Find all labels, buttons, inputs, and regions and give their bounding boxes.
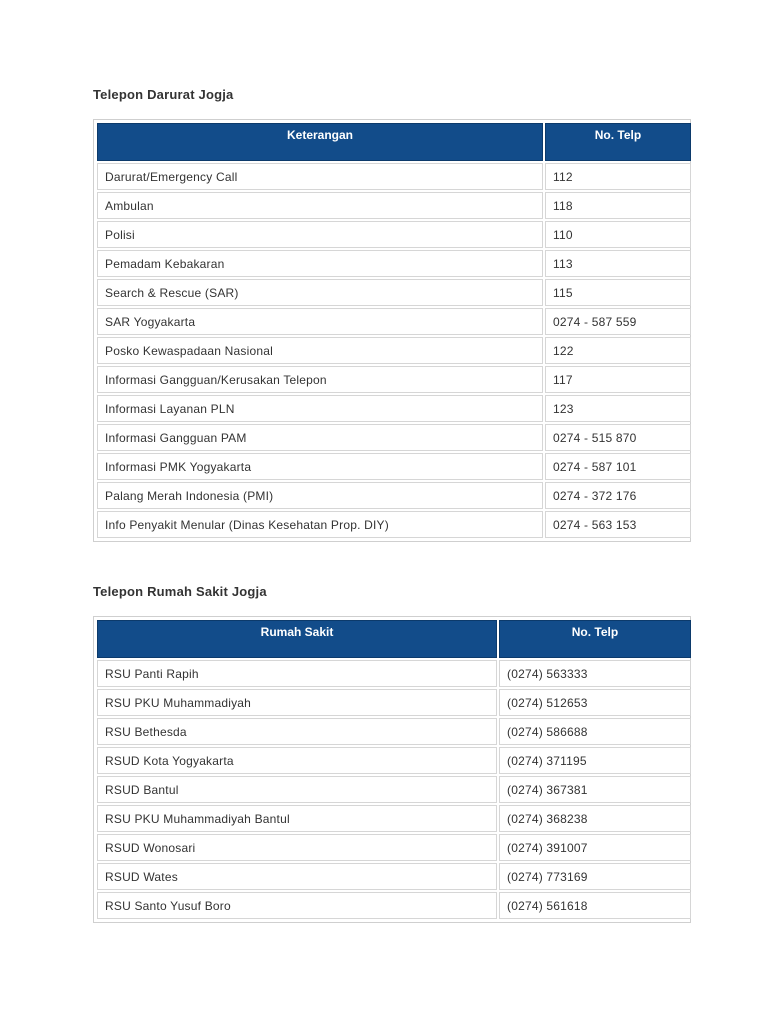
cell-name: RSU PKU Muhammadiyah: [97, 689, 497, 716]
cell-phone: 0274 - 563 153: [545, 511, 691, 538]
cell-phone: 110: [545, 221, 691, 248]
table-row: [97, 511, 691, 538]
column-header-rumah-sakit: Rumah Sakit: [97, 620, 497, 658]
cell-name: Ambulan: [97, 192, 543, 219]
table-row: [97, 747, 691, 774]
cell-phone: 113: [545, 250, 691, 277]
section-title-emergency: Telepon Darurat Jogja: [93, 87, 234, 102]
table-row: [97, 776, 691, 803]
cell-phone: (0274) 563333: [499, 660, 691, 687]
cell-name: Informasi Gangguan PAM: [97, 424, 543, 451]
cell-phone: 112: [545, 163, 691, 190]
table-row: [97, 279, 691, 306]
cell-phone: 123: [545, 395, 691, 422]
table-row: [97, 337, 691, 364]
cell-name: RSUD Bantul: [97, 776, 497, 803]
column-header-no-telp: No. Telp: [499, 620, 691, 658]
cell-phone: 118: [545, 192, 691, 219]
table-row: [97, 308, 691, 335]
table-row: [97, 250, 691, 277]
table-row: [97, 424, 691, 451]
table-row: [97, 221, 691, 248]
cell-phone: (0274) 371195: [499, 747, 691, 774]
cell-phone: (0274) 561618: [499, 892, 691, 919]
table-header-row: [97, 123, 691, 161]
cell-name: Informasi Layanan PLN: [97, 395, 543, 422]
table-row: [97, 395, 691, 422]
table-row: [97, 453, 691, 480]
cell-name: RSUD Kota Yogyakarta: [97, 747, 497, 774]
cell-phone: 115: [545, 279, 691, 306]
cell-phone: 0274 - 372 176: [545, 482, 691, 509]
table-row: [97, 482, 691, 509]
cell-name: Search & Rescue (SAR): [97, 279, 543, 306]
cell-phone: (0274) 773169: [499, 863, 691, 890]
cell-phone: (0274) 368238: [499, 805, 691, 832]
cell-phone: (0274) 586688: [499, 718, 691, 745]
cell-name: RSUD Wates: [97, 863, 497, 890]
emergency-table: [93, 119, 691, 542]
table-row: [97, 863, 691, 890]
cell-name: SAR Yogyakarta: [97, 308, 543, 335]
table-row: [97, 834, 691, 861]
table-header-row: [97, 620, 691, 658]
cell-phone: (0274) 512653: [499, 689, 691, 716]
cell-name: Info Penyakit Menular (Dinas Kesehatan Prop. DIY): [97, 511, 543, 538]
cell-name: Darurat/Emergency Call: [97, 163, 543, 190]
table-row: [97, 689, 691, 716]
column-header-no-telp: No. Telp: [545, 123, 691, 161]
cell-phone: 0274 - 515 870: [545, 424, 691, 451]
cell-phone: 122: [545, 337, 691, 364]
cell-name: RSUD Wonosari: [97, 834, 497, 861]
section-title-hospital: Telepon Rumah Sakit Jogja: [93, 584, 267, 599]
cell-phone: 0274 - 587 559: [545, 308, 691, 335]
table-row: [97, 718, 691, 745]
cell-phone: 0274 - 587 101: [545, 453, 691, 480]
cell-phone: (0274) 391007: [499, 834, 691, 861]
table-row: [97, 192, 691, 219]
cell-name: Pemadam Kebakaran: [97, 250, 543, 277]
cell-name: Polisi: [97, 221, 543, 248]
table-row: [97, 163, 691, 190]
table-row: [97, 660, 691, 687]
column-header-keterangan: Keterangan: [97, 123, 543, 161]
cell-phone: 117: [545, 366, 691, 393]
cell-name: Informasi PMK Yogyakarta: [97, 453, 543, 480]
cell-name: RSU Santo Yusuf Boro: [97, 892, 497, 919]
table-row: [97, 805, 691, 832]
hospital-table: [93, 616, 691, 923]
cell-name: Posko Kewaspadaan Nasional: [97, 337, 543, 364]
table-row: [97, 366, 691, 393]
cell-name: RSU Bethesda: [97, 718, 497, 745]
table-row: [97, 892, 691, 919]
cell-name: RSU PKU Muhammadiyah Bantul: [97, 805, 497, 832]
cell-phone: (0274) 367381: [499, 776, 691, 803]
cell-name: Palang Merah Indonesia (PMI): [97, 482, 543, 509]
cell-name: Informasi Gangguan/Kerusakan Telepon: [97, 366, 543, 393]
cell-name: RSU Panti Rapih: [97, 660, 497, 687]
